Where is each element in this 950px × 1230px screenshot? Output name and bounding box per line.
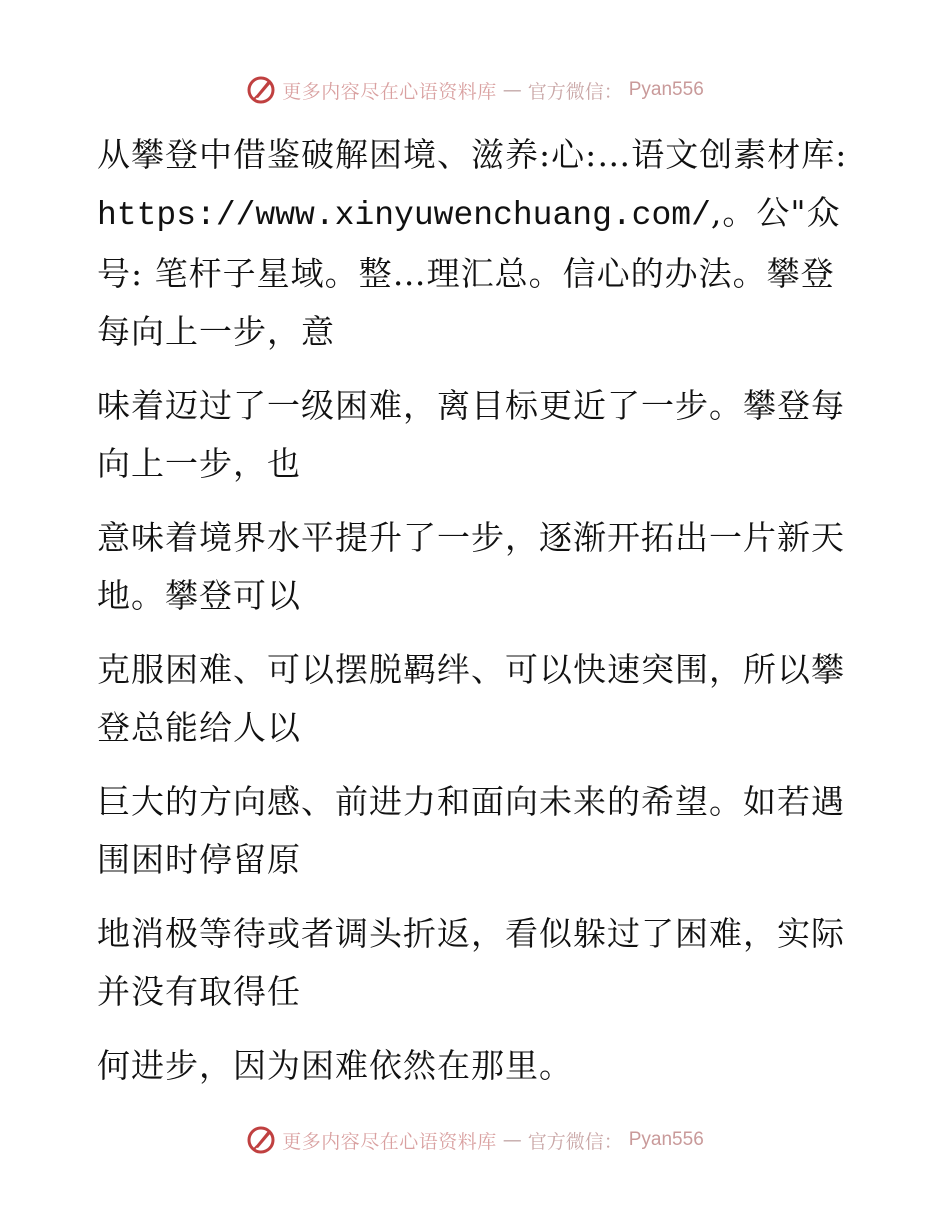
banner-contact-label: 官方微信：: [527, 1130, 623, 1153]
banner-contact-label: 官方微信：: [527, 80, 623, 103]
paragraph-5: 巨大的方向感、前进力和面向未来的希望。如若遇围困时停留原: [97, 782, 845, 879]
paragraph-4: 克服困难、可以摆脱羁绊、可以快速突围，所以攀登总能给人以: [97, 650, 845, 747]
banner-contact-id: Pyan556: [628, 1129, 704, 1150]
banner-separator: —: [502, 79, 522, 101]
website-url: https://www.xinyuwenchuang.com/: [97, 197, 711, 234]
paragraph-1-text-a: 从攀登中借鉴破解困境、滋养:心:…语文创素材库:: [97, 135, 848, 174]
footer-banner: [0, 1120, 950, 1160]
banner-separator: —: [502, 1129, 522, 1151]
paragraph-2: 味着迈过了一级困难，离目标更近了一步。攀登每向上一步，也: [97, 386, 845, 483]
banner-title: 更多内容尽在心语资料库: [282, 80, 497, 103]
paragraph-1: [97, 126, 857, 361]
header-banner: [0, 70, 950, 110]
quill-circle-icon: [246, 75, 276, 105]
banner-contact-id: Pyan556: [628, 79, 704, 100]
banner-title: 更多内容尽在心语资料库: [282, 1130, 497, 1153]
document-body: [97, 126, 857, 1111]
paragraph-3: 意味着境界水平提升了一步，逐渐开拓出一片新天地。攀登可以: [97, 518, 845, 615]
paragraph-7: 何进步，因为困难依然在那里。: [97, 1046, 573, 1085]
paragraph-6: 地消极等待或者调头折返，看似躲过了困难，实际并没有取得任: [97, 914, 845, 1011]
paragraph-1-text-b: ,。公"众号: 笔杆子星域。整…理汇总。信心的办法。攀登每向上一步，意: [97, 193, 841, 351]
quill-circle-icon: [246, 1125, 276, 1155]
